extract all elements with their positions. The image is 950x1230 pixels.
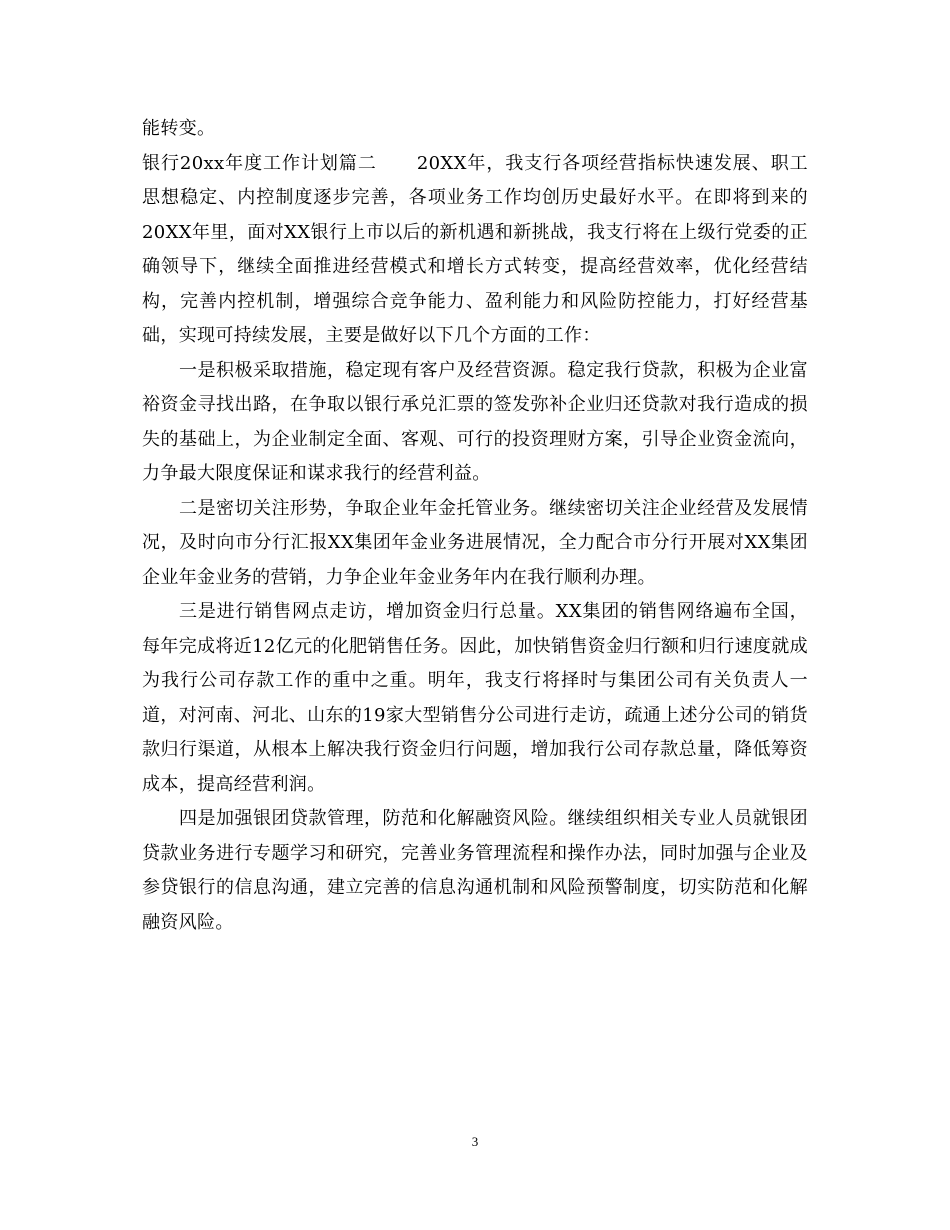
continuation-line: 能转变。 (142, 118, 216, 139)
paragraph-2: 二是密切关注形势，争取企业年金托管业务。继续密切关注企业经营及发展情况，及时向市分行汇报XX集团年金业务进展情况，全力配合市分行开展对XX集团企业年金业务的营销，力争企业年金业务年内在我行顺利办理。 (142, 497, 808, 588)
section-intro-paragraph (142, 147, 808, 354)
paragraph-3: 三是进行销售网点走访，增加资金归行总量。XX集团的销售网络遍布全国，每年完成将近12亿元的化肥销售任务。因此，加快销售资金归行额和归行速度就成为我行公司存款工作的重中之重。明年，我支行将择时与集团公司有关负责人一道，对河南、河北、山东的19家大型销售分公司进行走访，疏通上述分公司的销货款归行渠道，从根本上解决我行资金归行问题，增加我行公司存款总量，降低筹资成本，提高经营利润。 (142, 601, 808, 795)
section-title: 银行20xx年度工作计划篇二 (142, 152, 377, 174)
document-body (142, 112, 808, 940)
intro-text: 20XX年，我支行各项经营指标快速发展、职工思想稳定、内控制度逐步完善，各项业务工作均创历史最好水平。在即将到来的20XX年里，面对XX银行上市以后的新机遇和新挑战，我支行将在上级行党委的正确领导下，继续全面推进经营模式和增长方式转变，提高经营效率，优化经营结构，完善内控机制，增强综合竞争能力、盈利能力和风险防控能力，打好经营基础，实现可持续发展，主要是做好以下几个方面的工作： (142, 152, 809, 346)
paragraph-4: 四是加强银团贷款管理，防范和化解融资风险。继续组织相关专业人员就银团贷款业务进行专题学习和研究，完善业务管理流程和操作办法，同时加强与企业及参贷银行的信息沟通，建立完善的信息沟通机制和风险预警制度，切实防范和化解融资风险。 (142, 808, 808, 933)
page-number: 3 (471, 1134, 479, 1149)
paragraph-1: 一是积极采取措施，稳定现有客户及经营资源。稳定我行贷款，积极为企业富裕资金寻找出路，在争取以银行承兑汇票的签发弥补企业归还贷款对我行造成的损失的基础上，为企业制定全面、客观、可行的投资理财方案，引导企业资金流向，力争最大限度保证和谋求我行的经营利益。 (142, 359, 808, 484)
